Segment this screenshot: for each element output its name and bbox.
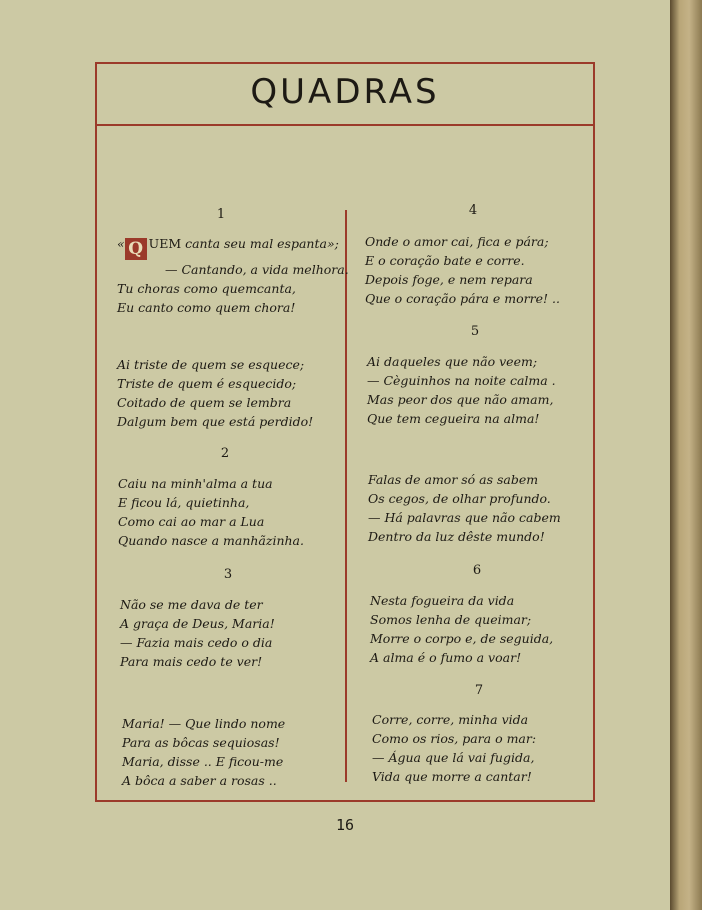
page-number: 16 <box>335 816 355 834</box>
stanza-line: Não se me dava de ter <box>120 597 263 612</box>
stanza-line: Vida que morre a cantar! <box>372 769 532 784</box>
stanza-1 <box>117 234 349 317</box>
stanza-line: Maria! — Que lindo nome <box>122 716 286 731</box>
stanza-line: A graça de Deus, Maria! <box>120 616 275 631</box>
stanza-line: Coitado de quem se lembra <box>117 395 292 410</box>
stanza-line: Quando nasce a manhãzinha. <box>118 533 304 548</box>
stanza-line: A alma é o fumo a voar! <box>370 650 522 665</box>
stanza-line: — Água que lá vai fugida, <box>372 750 535 765</box>
stanza-line: Nesta fogueira da vida <box>370 593 515 608</box>
stanza-line: — Há palavras que não cabem <box>368 510 561 525</box>
stanza-line: E ficou lá, quietinha, <box>118 495 250 510</box>
stanza-line: — Fazia mais cedo o dia <box>120 635 273 650</box>
stanza-number: 1 <box>216 207 226 222</box>
stanza-line: A bôca a saber a rosas .. <box>122 773 277 788</box>
stanza-line: Eu canto como quem chora! <box>117 300 296 315</box>
stanza-line: Ai daqueles que não veem; <box>367 354 538 369</box>
stanza-7 <box>372 710 536 786</box>
stanza-line: Triste de quem é esquecido; <box>117 376 297 391</box>
stanza-3 <box>120 595 275 671</box>
stanza-line: Maria, disse .. E ficou-me <box>122 754 284 769</box>
dropcap-initial: Q <box>125 238 147 260</box>
stanza-6 <box>370 591 553 667</box>
page-gutter <box>670 0 702 910</box>
stanza-line: Para mais cedo te ver! <box>120 654 263 669</box>
stanza-number: 7 <box>474 683 484 698</box>
stanza-line: Caiu na minh'alma a tua <box>118 476 273 491</box>
stanza-number: 6 <box>472 563 482 578</box>
stanza-5b <box>368 470 561 546</box>
stanza-number: 4 <box>468 203 478 218</box>
stanza-line: Somos lenha de queimar; <box>370 612 532 627</box>
stanza-number: 5 <box>470 324 480 339</box>
stanza-line: Dalgum bem que está perdido! <box>117 414 314 429</box>
stanza-2 <box>118 474 304 550</box>
stanza-line: Os cegos, de olhar profundo. <box>368 491 551 506</box>
stanza-line: Para as bôcas sequiosas! <box>122 735 280 750</box>
stanza-line: « Q UEM canta seu mal espanta»; <box>117 236 339 259</box>
stanza-3b <box>122 714 285 790</box>
stanza-line: Tu choras como quemcanta, <box>117 281 296 296</box>
stanza-1b <box>117 355 313 431</box>
stanza-line: — Cèguinhos na noite calma . <box>367 373 556 388</box>
stanza-line: Mas peor dos que não amam, <box>367 392 554 407</box>
stanza-line: — Cantando, a vida melhora. <box>165 262 349 277</box>
stanza-line: Que o coração pára e morre! .. <box>365 291 560 306</box>
stanza-line: Falas de amor só as sabem <box>368 472 539 487</box>
stanza-number: 3 <box>223 567 233 582</box>
page-title: QUADRAS <box>250 72 440 112</box>
stanza-line: Como os rios, para o mar: <box>372 731 537 746</box>
stanza-line: Onde o amor cai, fica e pára; <box>365 234 549 249</box>
title-divider <box>95 124 595 126</box>
stanza-line: Que tem cegueira na alma! <box>367 411 540 426</box>
stanza-4 <box>365 232 560 308</box>
stanza-line: Ai triste de quem se esquece; <box>117 357 305 372</box>
stanza-line: Dentro da luz dêste mundo! <box>368 529 545 544</box>
stanza-5 <box>367 352 556 428</box>
stanza-line: Como cai ao mar a Lua <box>118 514 265 529</box>
stanza-line: E o coração bate e corre. <box>365 253 525 268</box>
stanza-number: 2 <box>220 446 230 461</box>
stanza-line: Morre o corpo e, de seguida, <box>370 631 554 646</box>
stanza-line: Corre, corre, minha vida <box>372 712 529 727</box>
stanza-line: Depois foge, e nem repara <box>365 272 533 287</box>
